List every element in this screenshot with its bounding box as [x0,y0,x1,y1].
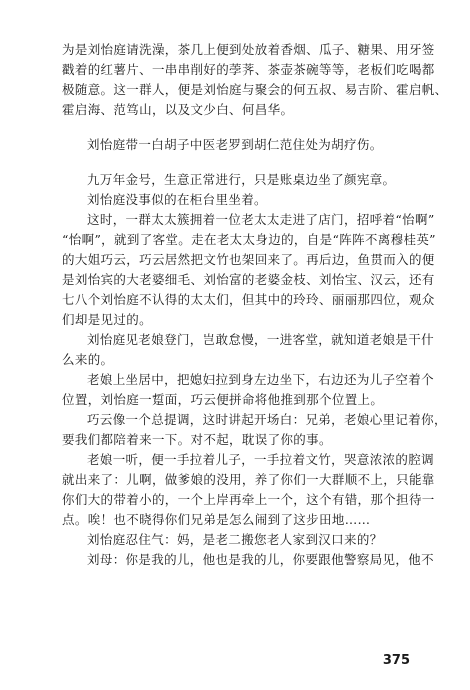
text-line-13: 们却是见过的。 [62,312,152,327]
text-line-20: 老娘一听，便一手拉着儿子，一手拉着文竹，哭意浓浓的腔调 [87,452,434,467]
text-line-21: 就出来了：儿啊，做爹娘的没用，养了你们一大群顺不上，只能靠 [62,472,435,487]
text-line-16: 老娘上坐居中，把媳妇拉到身左边坐下，右边还为儿子空着个 [87,372,434,387]
text-line-10: 的大姐巧云，巧云居然把文竹也架回来了。再后边，鱼贯而入的便 [62,252,435,267]
text-line-12: 七八个刘怡庭不认得的太太们，但其中的玲玲、丽丽那四位，观众 [62,292,435,307]
paragraph-gap [62,155,402,170]
text-line-17: 位置，刘怡庭一踅面，巧云便拼命将他推到那个位置上。 [62,392,384,407]
paragraph-gap [62,120,402,135]
text-line-1: 为是刘怡庭请洗澡，茶几上便到处放着香烟、瓜子、糖果、用牙签 [62,42,435,57]
text-line-11: 是刘怡宾的大老婆细毛、刘怡富的老婆金枝、刘怡宝、汉云，还有 [62,272,435,287]
body-text [62,40,448,570]
page-number: 375 [382,653,410,668]
text-line-4: 霍启海、范笃山，以及文少白、何昌华。 [62,102,294,117]
text-line-19: 要我们都陪着来一下。对不起，耽误了你的事。 [62,432,332,447]
text-line-7: 刘怡庭没事似的在柜台里坐着。 [87,192,267,207]
text-line-8: 这时，一群太太簇拥着一位老太太走进了店门，招呼着“怡啊” [87,212,435,227]
text-line-18: 巧云像一个总提调，这时讲起开场白：兄弟，老娘心里记着你， [87,412,447,427]
text-line-2: 戳着的红薯片、一串串削好的荸荠、茶壶茶碗等等，老板们吃喝都 [62,62,435,77]
text-line-15: 么来的。 [62,352,114,367]
text-line-6: 九万年金号，生意正常进行，只是账桌边坐了颜宪章。 [87,172,396,187]
text-line-22: 你们大的带着小的，一个上岸再牵上一个，这个有错，那个担待一 [62,492,435,507]
text-line-5: 刘怡庭带一白胡子中医老罗到胡仁范住处为胡疗伤。 [87,137,383,152]
text-line-9: “怡啊”，就到了客堂。走在老太太身边的，自是“阵阵不离穆桂英” [62,232,436,247]
text-line-24: 刘怡庭忍住气：妈，是老二搬您老人家到汉口来的？ [87,532,383,547]
text-line-3: 极随意。这一群人，便是刘怡庭与聚会的何五叔、易吉阶、霍启帆、 [62,82,448,97]
text-line-25: 刘母：你是我的儿，他也是我的儿，你要跟他警察局见，他不 [87,552,434,567]
text-line-23: 点。唉！也不晓得你们兄弟是怎么闹到了这步田地…… [62,512,371,527]
text-line-14: 刘怡庭见老娘登门，岂敢怠慢，一进客堂，就知道老娘是干什 [87,332,434,347]
